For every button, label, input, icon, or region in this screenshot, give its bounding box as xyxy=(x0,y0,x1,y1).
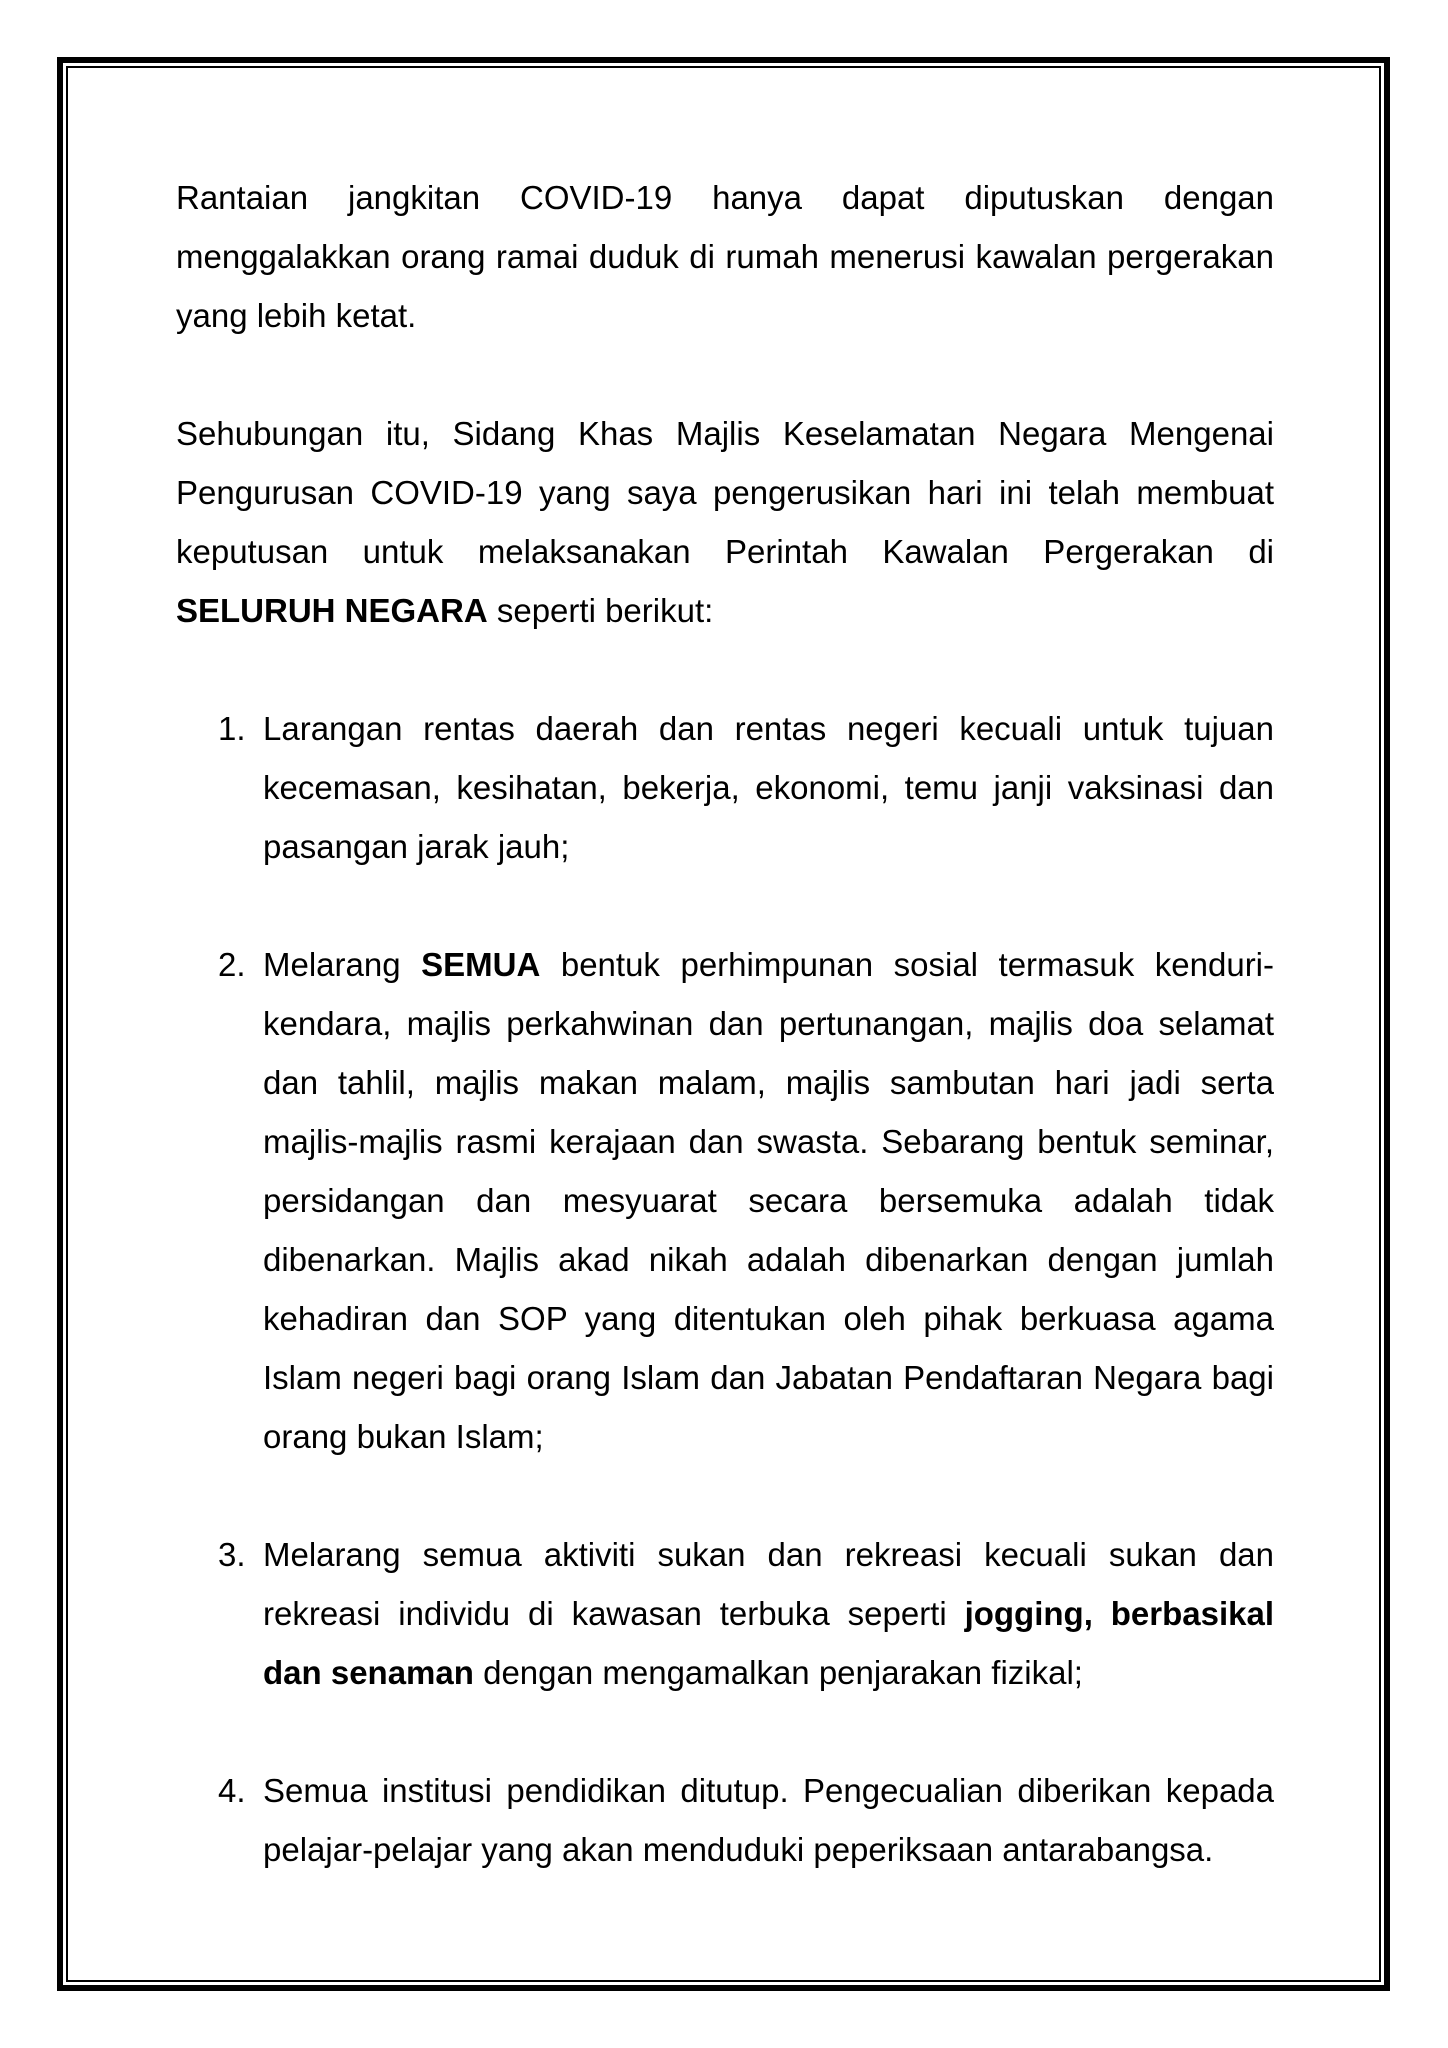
list-item-3-number: 3. xyxy=(218,1536,246,1573)
list-item-4 xyxy=(176,1761,1274,1879)
paragraph-intro xyxy=(176,168,1274,345)
list-item-1-number: 1. xyxy=(218,710,246,747)
paragraph-decision-text-1: Sehubungan itu, Sidang Khas Majlis Keselamatan Negara Mengenai Pengurusan COVID-19 yang saya pengerusikan hari ini telah membuat keputusan untuk melaksanakan Perintah Kawalan Pergerakan di xyxy=(176,415,1274,570)
paragraph-intro-text: Rantaian jangkitan COVID-19 hanya dapat diputuskan dengan menggalakkan orang ramai duduk di rumah menerusi kawalan pergerakan yang lebih ketat. xyxy=(176,179,1274,334)
list-item-2-text-2: bentuk perhimpunan sosial termasuk kenduri-kendara, majlis perkahwinan dan pertunangan, majlis doa selamat dan tahlil, majlis makan malam, majlis sambutan hari jadi serta majlis-majlis rasmi kerajaan dan swasta. Sebarang bentuk seminar, persidangan dan mesyuarat secara bersemuka adalah tidak dibenarkan. Majlis akad nikah adalah dibenarkan dengan jumlah kehadiran dan SOP yang ditentukan oleh pihak berkuasa agama Islam negeri bagi orang Islam dan Jabatan Pendaftaran Negara bagi orang bukan Islam; xyxy=(263,946,1275,1455)
document-body xyxy=(176,168,1274,1879)
list-item-4-number: 4. xyxy=(218,1772,246,1809)
paragraph-decision-bold: SELURUH NEGARA xyxy=(176,592,488,629)
measures-list xyxy=(176,699,1274,1879)
list-item-2 xyxy=(176,935,1274,1466)
list-item-4-text: Semua institusi pendidikan ditutup. Pengecualian diberikan kepada pelajar-pelajar yang akan menduduki peperiksaan antarabangsa. xyxy=(263,1772,1274,1868)
list-item-3-text-1: Melarang semua aktiviti sukan dan rekreasi kecuali sukan dan rekreasi individu di kawasan terbuka seperti xyxy=(263,1536,1274,1632)
paragraph-decision xyxy=(176,404,1274,640)
list-item-2-text-1: Melarang xyxy=(263,946,422,983)
paragraph-decision-text-2: seperti berikut: xyxy=(487,592,714,629)
list-item-1-text: Larangan rentas daerah dan rentas negeri kecuali untuk tujuan kecemasan, kesihatan, bekerja, ekonomi, temu janji vaksinasi dan pasangan jarak jauh; xyxy=(263,710,1274,865)
list-item-1 xyxy=(176,699,1274,876)
list-item-3-bold: jogging, berbasikal dan senaman xyxy=(263,1595,1274,1691)
list-item-3-text-2: dengan mengamalkan penjarakan fizikal; xyxy=(473,1654,1083,1691)
list-item-2-number: 2. xyxy=(218,946,246,983)
list-item-3 xyxy=(176,1525,1274,1702)
list-item-2-bold: SEMUA xyxy=(421,946,541,983)
